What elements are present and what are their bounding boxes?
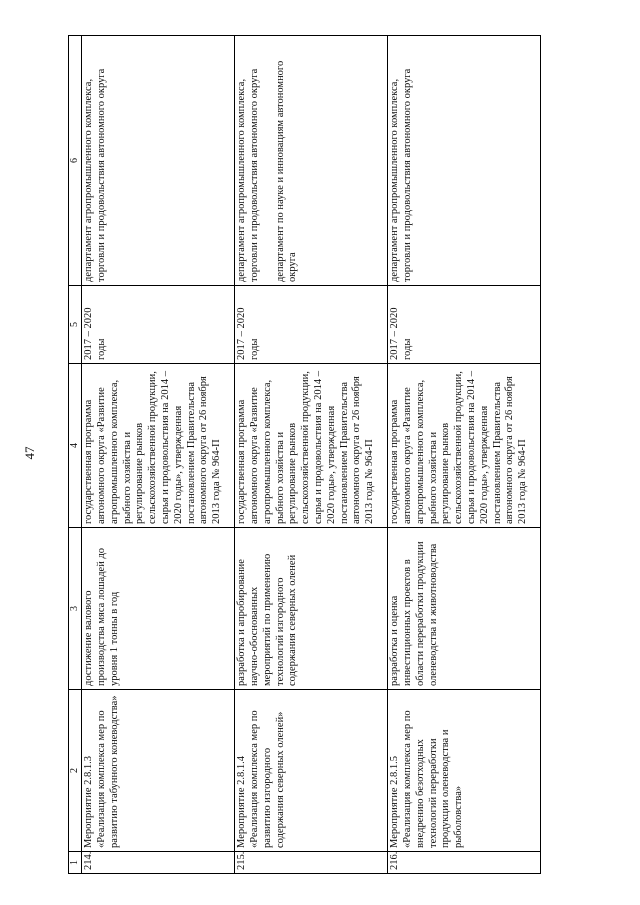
result-cell: достижение валового производства мяса лошадей до уровня 1 тонны в год — [82, 528, 235, 690]
table-row — [388, 36, 541, 874]
row-number: 214. — [82, 852, 235, 874]
measures-table — [68, 35, 541, 874]
row-number: 215. — [235, 852, 388, 874]
header-cell-6: 6 — [69, 36, 82, 286]
row-number: 216. — [388, 852, 541, 874]
header-cell-3: 3 — [69, 528, 82, 690]
executor-cell: департамент агропромышленного комплекса, торговли и продовольствия автономного округа департамент по науке и инновациям автономного округа — [235, 36, 388, 286]
header-cell-2: 2 — [69, 690, 82, 852]
period-cell: 2017 – 2020 годы — [388, 286, 541, 364]
measure-cell: Мероприятие 2.8.1.3 «Реализация комплекса мер по развитию табунного коневодства» — [82, 690, 235, 852]
rotated-table-frame — [68, 36, 604, 874]
table-row — [235, 36, 388, 874]
program-cell: государственная программа автономного округа «Развитие агропромышленного комплекса, рыбного хозяйства и регулирование рынков сельскохозяйственной продукции, сырья и продовольствия на 2014 – 2020 годы», утвержденная постановлением Правительства автономного округа от 26 ноября 2013 года № 964-П — [388, 364, 541, 528]
program-cell: государственная программа автономного округа «Развитие агропромышленного комплекса, рыбного хозяйства и регулирование рынков сельскохозяйственной продукции, сырья и продовольствия на 2014 – 2020 годы», утвержденная постановлением Правительства автономного округа от 26 ноября 2013 года № 964-П — [82, 364, 235, 528]
header-cell-5: 5 — [69, 286, 82, 364]
measure-cell: Мероприятие 2.8.1.4 «Реализация комплекса мер по развитию изгородного содержания северных оленей» — [235, 690, 388, 852]
period-cell: 2017 – 2020 годы — [82, 286, 235, 364]
measure-cell: Мероприятие 2.8.1.5 «Реализация комплекса мер по внедрению безотходных технологий переработки продукции оленеводства и рыболовства» — [388, 690, 541, 852]
period-cell: 2017 – 2020 годы — [235, 286, 388, 364]
table-row — [82, 36, 235, 874]
header-cell-1: 1 — [69, 852, 82, 874]
header-cell-4: 4 — [69, 364, 82, 528]
executor-cell: департамент агропромышленного комплекса, торговли и продовольствия автономного округа — [82, 36, 235, 286]
executor-cell: департамент агропромышленного комплекса, торговли и продовольствия автономного округа — [388, 36, 541, 286]
result-cell: разработка и оценка инвестиционных проектов в области переработки продукции оленеводства и животноводства — [388, 528, 541, 690]
program-cell: государственная программа автономного округа «Развитие агропромышленного комплекса, рыбного хозяйства и регулирование рынков сельскохозяйственной продукции, сырья и продовольствия на 2014 – 2020 годы», утвержденная постановлением Правительства автономного округа от 26 ноября 2013 года № 964-П — [235, 364, 388, 528]
page-number: 47 — [22, 446, 37, 460]
result-cell: разработка и апробирование научно-обоснованных мероприятий по применению технологий изгородного содержания северных оленей — [235, 528, 388, 690]
header-row — [69, 36, 82, 874]
